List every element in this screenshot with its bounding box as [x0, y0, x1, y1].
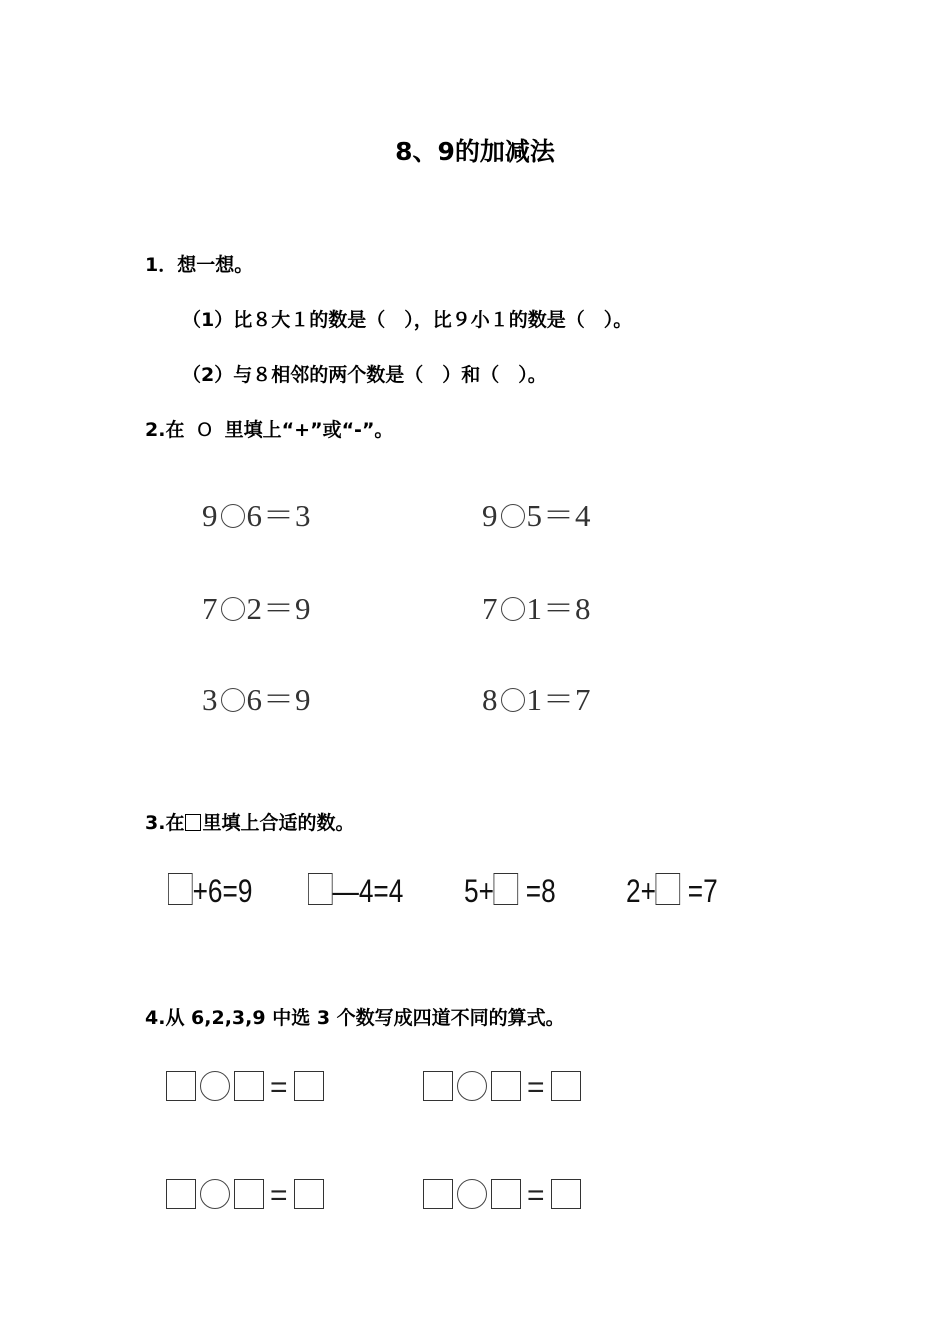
equals-sign: ＝ [543, 682, 575, 717]
blank-equation [423, 1071, 581, 1105]
operand: 9 [202, 498, 219, 533]
operand: 1 [526, 591, 543, 626]
equation-row [482, 583, 592, 628]
operator-circle-blank[interactable] [457, 1179, 487, 1209]
heading-text: 里填上“+”或“-”。 [224, 419, 394, 441]
number-box-blank[interactable] [294, 1179, 324, 1209]
result: 4 [575, 498, 592, 533]
question-4-heading: 4.从 6,2,3,9 中选 3 个数写成四道不同的算式。 [145, 1007, 565, 1029]
equation-row [482, 674, 592, 719]
question-3-heading [145, 808, 354, 835]
equals-sign: ＝ [543, 498, 575, 533]
page-title: 8、9的加减法 [395, 137, 555, 166]
equals-sign: = [527, 1179, 545, 1212]
result: 3 [295, 498, 312, 533]
equation-text: =8 [518, 873, 556, 909]
operand: 8 [482, 682, 499, 717]
number-box-blank[interactable] [491, 1071, 521, 1101]
square-symbol [185, 814, 201, 831]
number-box-blank[interactable] [234, 1179, 264, 1209]
operator-circle-blank[interactable] [221, 688, 245, 712]
operand: 2 [246, 591, 263, 626]
operand: 7 [482, 591, 499, 626]
result: 7 [575, 682, 592, 717]
number-box-blank[interactable] [551, 1071, 581, 1101]
fill-in-equation [464, 873, 556, 910]
number-box-blank[interactable] [308, 873, 333, 905]
blank-equation [166, 1179, 324, 1213]
number-box-blank[interactable] [423, 1179, 453, 1209]
equation-text: 2+ [626, 873, 656, 909]
operator-circle-blank[interactable] [457, 1071, 487, 1101]
result: 9 [295, 591, 312, 626]
equation-text: =7 [680, 873, 718, 909]
equals-sign: = [527, 1071, 545, 1104]
question-1-sub-1: （1）比８大１的数是（ ），比９小１的数是（ ）。 [182, 309, 633, 331]
question-1-heading: 1．想一想。 [145, 254, 254, 276]
number-box-blank[interactable] [656, 873, 681, 905]
fill-in-equation [626, 873, 718, 910]
question-2-heading [145, 415, 393, 442]
heading-text: 2.在 [145, 419, 185, 441]
operand: 7 [202, 591, 219, 626]
result: 9 [295, 682, 312, 717]
fill-in-equation [168, 873, 252, 910]
operand: 9 [482, 498, 499, 533]
result: 8 [575, 591, 592, 626]
number-box-blank[interactable] [494, 873, 519, 905]
operator-circle-blank[interactable] [221, 597, 245, 621]
equals-sign: = [270, 1179, 288, 1212]
equals-sign: ＝ [263, 682, 295, 717]
number-box-blank[interactable] [491, 1179, 521, 1209]
equals-sign: = [270, 1071, 288, 1104]
heading-text: 里填上合适的数。 [202, 812, 355, 834]
operator-circle-blank[interactable] [501, 688, 525, 712]
fill-in-equation [308, 873, 403, 910]
number-box-blank[interactable] [166, 1071, 196, 1101]
number-box-blank[interactable] [166, 1179, 196, 1209]
blank-equation [166, 1071, 324, 1105]
equation-row [202, 490, 312, 535]
operator-circle-blank[interactable] [501, 504, 525, 528]
equation-text: +6=9 [192, 873, 253, 909]
operator-circle-blank[interactable] [200, 1071, 230, 1101]
number-box-blank[interactable] [551, 1179, 581, 1209]
circle-symbol: O [197, 419, 213, 441]
equation-text: —4=4 [332, 873, 404, 909]
equals-sign: ＝ [263, 591, 295, 626]
operand: 6 [246, 498, 263, 533]
equals-sign: ＝ [543, 591, 575, 626]
equation-row [202, 674, 312, 719]
equals-sign: ＝ [263, 498, 295, 533]
question-1-sub-2: （2）与８相邻的两个数是（ ）和（ ）。 [182, 364, 547, 386]
number-box-blank[interactable] [423, 1071, 453, 1101]
number-box-blank[interactable] [234, 1071, 264, 1101]
operator-circle-blank[interactable] [221, 504, 245, 528]
heading-text: 3.在 [145, 812, 185, 834]
equation-row [482, 490, 592, 535]
operator-circle-blank[interactable] [501, 597, 525, 621]
operand: 3 [202, 682, 219, 717]
number-box-blank[interactable] [168, 873, 193, 905]
equation-row [202, 583, 312, 628]
operand: 1 [526, 682, 543, 717]
number-box-blank[interactable] [294, 1071, 324, 1101]
equation-text: 5+ [464, 873, 494, 909]
blank-equation [423, 1179, 581, 1213]
operand: 6 [246, 682, 263, 717]
operand: 5 [526, 498, 543, 533]
operator-circle-blank[interactable] [200, 1179, 230, 1209]
